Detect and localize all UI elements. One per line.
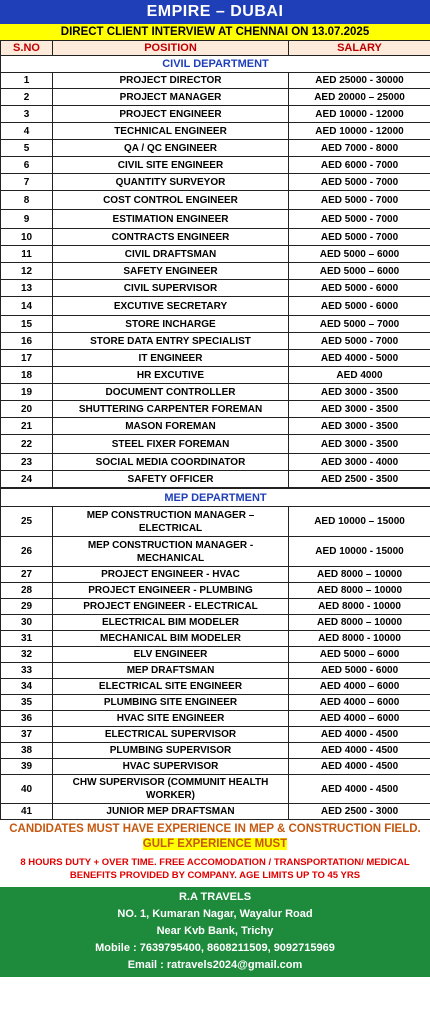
row-sno: 29	[1, 599, 53, 615]
row-sno: 33	[1, 663, 53, 679]
row-position: HVAC SUPERVISOR	[53, 759, 289, 775]
table-row	[1, 454, 430, 471]
row-sno: 27	[1, 567, 53, 583]
table-row	[1, 537, 430, 567]
row-position: TECHNICAL ENGINEER	[53, 123, 289, 140]
row-sno: 39	[1, 759, 53, 775]
table-row	[1, 157, 430, 174]
table-row	[1, 711, 430, 727]
row-salary: AED 10000 - 15000	[289, 537, 430, 567]
row-salary: AED 4000 - 5000	[289, 350, 430, 367]
civil-table	[0, 40, 430, 488]
row-sno: 13	[1, 280, 53, 297]
row-salary: AED 5000 - 7000	[289, 191, 430, 210]
row-salary: AED 6000 - 7000	[289, 157, 430, 174]
table-row	[1, 191, 430, 210]
header-salary: SALARY	[289, 41, 430, 56]
row-position: SHUTTERING CARPENTER FOREMAN	[53, 401, 289, 418]
table-row	[1, 804, 430, 820]
table-row	[1, 297, 430, 316]
row-salary: AED 8000 – 10000	[289, 615, 430, 631]
row-sno: 21	[1, 418, 53, 435]
row-position: CHW SUPERVISOR (COMMUNIT HEALTH WORKER)	[53, 775, 289, 804]
row-sno: 28	[1, 583, 53, 599]
row-sno: 7	[1, 174, 53, 191]
row-position: QUANTITY SURVEYOR	[53, 174, 289, 191]
row-sno: 14	[1, 297, 53, 316]
row-position: SAFETY OFFICER	[53, 471, 289, 488]
row-salary: AED 4000 - 4500	[289, 759, 430, 775]
row-sno: 1	[1, 73, 53, 89]
row-sno: 6	[1, 157, 53, 174]
row-position: PROJECT ENGINEER - ELECTRICAL	[53, 599, 289, 615]
table-row	[1, 89, 430, 106]
row-sno: 31	[1, 631, 53, 647]
row-sno: 35	[1, 695, 53, 711]
row-sno: 10	[1, 229, 53, 246]
row-position: CIVIL SUPERVISOR	[53, 280, 289, 297]
table-row	[1, 384, 430, 401]
row-sno: 15	[1, 316, 53, 333]
row-sno: 26	[1, 537, 53, 567]
row-position: PLUMBING SITE ENGINEER	[53, 695, 289, 711]
row-sno: 41	[1, 804, 53, 820]
row-salary: AED 25000 - 30000	[289, 73, 430, 89]
table-row	[1, 507, 430, 537]
civil-dept-title: CIVIL DEPARTMENT	[1, 56, 430, 73]
row-sno: 4	[1, 123, 53, 140]
table-row	[1, 471, 430, 488]
table-row	[1, 401, 430, 418]
table-row	[1, 106, 430, 123]
row-position: CIVIL DRAFTSMAN	[53, 246, 289, 263]
row-sno: 12	[1, 263, 53, 280]
header-position: POSITION	[53, 41, 289, 56]
table-row	[1, 210, 430, 229]
row-position: HR EXCUTIVE	[53, 367, 289, 384]
row-sno: 22	[1, 435, 53, 454]
mobile-numbers: Mobile : 7639795400, 8608211509, 9092715969	[95, 942, 335, 954]
row-position: STORE INCHARGE	[53, 316, 289, 333]
row-sno: 5	[1, 140, 53, 157]
row-sno: 11	[1, 246, 53, 263]
mep-dept-row	[1, 489, 430, 507]
experience-text: CANDIDATES MUST HAVE EXPERIENCE IN MEP & CONSTRUCTION FIELD.	[9, 823, 421, 835]
row-salary: AED 5000 - 6000	[289, 280, 430, 297]
row-salary: AED 5000 – 6000	[289, 246, 430, 263]
row-salary: AED 10000 – 15000	[289, 507, 430, 537]
row-salary: AED 8000 - 10000	[289, 631, 430, 647]
table-row	[1, 775, 430, 804]
row-sno: 18	[1, 367, 53, 384]
row-position: DOCUMENT CONTROLLER	[53, 384, 289, 401]
row-sno: 8	[1, 191, 53, 210]
gulf-experience-highlight: GULF EXPERIENCE MUST	[142, 838, 288, 850]
row-salary: AED 4000	[289, 367, 430, 384]
row-position: COST CONTROL ENGINEER	[53, 191, 289, 210]
table-row	[1, 647, 430, 663]
interview-banner: DIRECT CLIENT INTERVIEW AT CHENNAI ON 13.07.2025	[0, 24, 430, 40]
address-line-2: Near Kvb Bank, Trichy	[156, 925, 274, 937]
row-sno: 30	[1, 615, 53, 631]
table-row	[1, 229, 430, 246]
row-position: QA / QC ENGINEER	[53, 140, 289, 157]
row-position: STEEL FIXER FOREMAN	[53, 435, 289, 454]
row-position: EXCUTIVE SECRETARY	[53, 297, 289, 316]
table-row	[1, 743, 430, 759]
agency-name: R.A TRAVELS	[178, 891, 252, 903]
row-salary: AED 4000 - 4500	[289, 775, 430, 804]
table-row	[1, 567, 430, 583]
table-row	[1, 174, 430, 191]
row-salary: AED 8000 – 10000	[289, 567, 430, 583]
row-position: IT ENGINEER	[53, 350, 289, 367]
row-salary: AED 10000 - 12000	[289, 106, 430, 123]
row-sno: 40	[1, 775, 53, 804]
benefits-notice: 8 HOURS DUTY + OVER TIME. FREE ACCOMODATION / TRANSPORTATION/ MEDICAL BENEFITS PROVIDED BY COMPANY. AGE LIMITS UP TO 45 YRS	[20, 857, 410, 881]
table-header-row	[1, 41, 430, 56]
table-row	[1, 759, 430, 775]
row-salary: AED 7000 - 8000	[289, 140, 430, 157]
contact-box	[0, 887, 430, 977]
row-salary: AED 5000 – 6000	[289, 263, 430, 280]
row-position: MEP DRAFTSMAN	[53, 663, 289, 679]
row-position: CIVIL SITE ENGINEER	[53, 157, 289, 174]
row-salary: AED 3000 - 3500	[289, 418, 430, 435]
row-sno: 20	[1, 401, 53, 418]
row-position: PROJECT DIRECTOR	[53, 73, 289, 89]
email-address: Email : ratravels2024@gmail.com	[127, 959, 303, 971]
row-salary: AED 5000 – 6000	[289, 647, 430, 663]
row-salary: AED 2500 - 3000	[289, 804, 430, 820]
row-position: PROJECT ENGINEER - PLUMBING	[53, 583, 289, 599]
table-row	[1, 140, 430, 157]
experience-notice	[0, 820, 430, 854]
civil-dept-row	[1, 56, 430, 73]
row-sno: 23	[1, 454, 53, 471]
row-position: SOCIAL MEDIA COORDINATOR	[53, 454, 289, 471]
row-position: MECHANICAL BIM MODELER	[53, 631, 289, 647]
row-salary: AED 8000 - 10000	[289, 599, 430, 615]
row-position: PROJECT MANAGER	[53, 89, 289, 106]
row-position: SAFETY ENGINEER	[53, 263, 289, 280]
row-position: PROJECT ENGINEER - HVAC	[53, 567, 289, 583]
row-salary: AED 4000 – 6000	[289, 695, 430, 711]
row-salary: AED 3000 - 3500	[289, 384, 430, 401]
address-line-1: NO. 1, Kumaran Nagar, Wayalur Road	[117, 908, 313, 920]
row-salary: AED 4000 - 4500	[289, 743, 430, 759]
row-salary: AED 10000 - 12000	[289, 123, 430, 140]
row-salary: AED 4000 – 6000	[289, 679, 430, 695]
table-row	[1, 583, 430, 599]
table-row	[1, 350, 430, 367]
row-sno: 32	[1, 647, 53, 663]
table-row	[1, 615, 430, 631]
table-row	[1, 663, 430, 679]
row-position: ELECTRICAL SUPERVISOR	[53, 727, 289, 743]
row-sno: 25	[1, 507, 53, 537]
row-sno: 2	[1, 89, 53, 106]
table-row	[1, 246, 430, 263]
row-position: ELECTRICAL SITE ENGINEER	[53, 679, 289, 695]
row-position: PLUMBING SUPERVISOR	[53, 743, 289, 759]
row-sno: 19	[1, 384, 53, 401]
row-position: MASON FOREMAN	[53, 418, 289, 435]
row-sno: 17	[1, 350, 53, 367]
row-salary: AED 5000 - 7000	[289, 210, 430, 229]
row-position: PROJECT ENGINEER	[53, 106, 289, 123]
table-row	[1, 367, 430, 384]
table-row	[1, 123, 430, 140]
mep-dept-title: MEP DEPARTMENT	[1, 489, 430, 507]
row-salary: AED 3000 - 3500	[289, 435, 430, 454]
table-row	[1, 631, 430, 647]
row-position: ESTIMATION ENGINEER	[53, 210, 289, 229]
row-position: MEP CONSTRUCTION MANAGER - MECHANICAL	[53, 537, 289, 567]
table-row	[1, 263, 430, 280]
row-salary: AED 5000 - 7000	[289, 174, 430, 191]
row-sno: 38	[1, 743, 53, 759]
row-position: ELECTRICAL BIM MODELER	[53, 615, 289, 631]
row-sno: 37	[1, 727, 53, 743]
row-salary: AED 3000 - 3500	[289, 401, 430, 418]
row-sno: 36	[1, 711, 53, 727]
row-salary: AED 3000 - 4000	[289, 454, 430, 471]
table-row	[1, 316, 430, 333]
row-sno: 24	[1, 471, 53, 488]
table-row	[1, 333, 430, 350]
row-sno: 34	[1, 679, 53, 695]
row-salary: AED 8000 – 10000	[289, 583, 430, 599]
row-position: CONTRACTS ENGINEER	[53, 229, 289, 246]
row-position: HVAC SITE ENGINEER	[53, 711, 289, 727]
row-salary: AED 5000 - 7000	[289, 333, 430, 350]
row-position: STORE DATA ENTRY SPECIALIST	[53, 333, 289, 350]
table-row	[1, 599, 430, 615]
row-salary: AED 5000 - 6000	[289, 663, 430, 679]
row-sno: 9	[1, 210, 53, 229]
table-row	[1, 418, 430, 435]
row-position: ELV ENGINEER	[53, 647, 289, 663]
row-salary: AED 4000 – 6000	[289, 711, 430, 727]
row-salary: AED 5000 – 7000	[289, 316, 430, 333]
table-row	[1, 695, 430, 711]
table-row	[1, 73, 430, 89]
row-position: JUNIOR MEP DRAFTSMAN	[53, 804, 289, 820]
row-salary: AED 4000 - 4500	[289, 727, 430, 743]
header-sno: S.NO	[1, 41, 53, 56]
row-sno: 16	[1, 333, 53, 350]
poster-title: EMPIRE – DUBAI	[0, 0, 430, 24]
table-row	[1, 679, 430, 695]
row-salary: AED 5000 - 6000	[289, 297, 430, 316]
table-row	[1, 435, 430, 454]
row-position: MEP CONSTRUCTION MANAGER – ELECTRICAL	[53, 507, 289, 537]
table-row	[1, 727, 430, 743]
table-row	[1, 280, 430, 297]
row-sno: 3	[1, 106, 53, 123]
mep-table	[0, 488, 430, 820]
row-salary: AED 5000 - 7000	[289, 229, 430, 246]
row-salary: AED 2500 - 3500	[289, 471, 430, 488]
row-salary: AED 20000 – 25000	[289, 89, 430, 106]
